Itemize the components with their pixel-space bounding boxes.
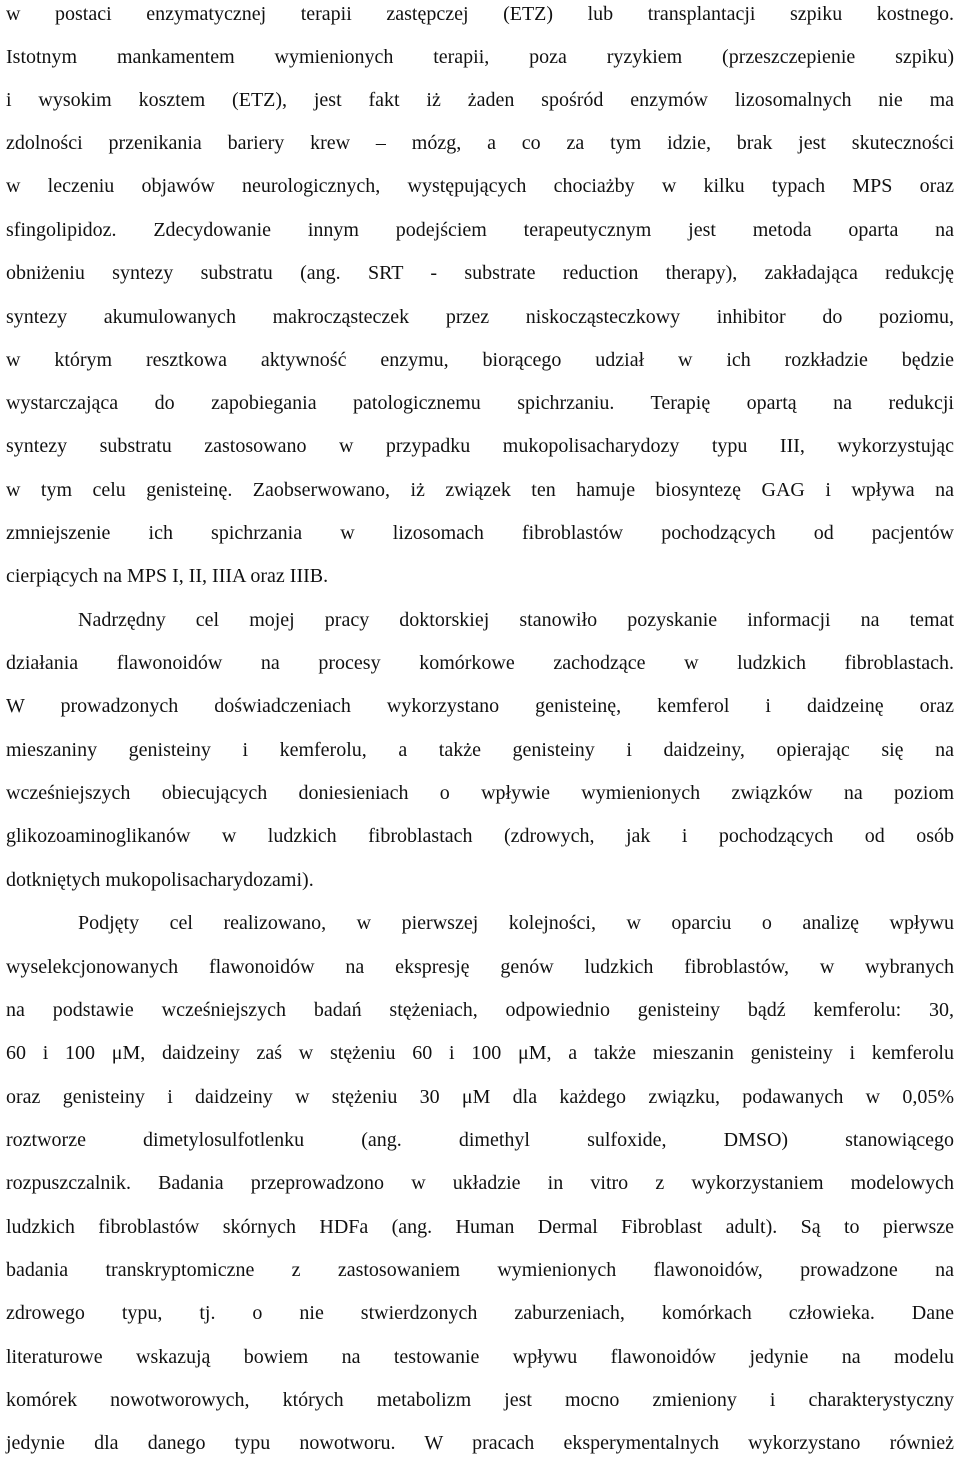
text-line: oraz genisteiny i daidzeiny w stężeniu 30 μM dla każdego związku, podawanych w 0,05% xyxy=(6,1086,954,1108)
text-line: komórek nowotworowych, których metabolizm jest mocno zmieniony i charakterystyczny xyxy=(6,1389,954,1411)
text-line: na podstawie wcześniejszych badań stężeniach, odpowiednio genisteiny bądź kemferolu: 30, xyxy=(6,999,954,1021)
text-line: 60 i 100 μM, daidzeiny zaś w stężeniu 60 i 100 μM, a także mieszanin genisteiny i kemferolu xyxy=(6,1042,954,1064)
text-line: rozpuszczalnik. Badania przeprowadzono w układzie in vitro z wykorzystaniem modelowych xyxy=(6,1172,954,1194)
text-line: Podjęty cel realizowano, w pierwszej kolejności, w oparciu o analizę wpływu xyxy=(78,912,954,934)
text-line: sfingolipidoz. Zdecydowanie innym podejściem terapeutycznym jest metoda oparta na xyxy=(6,219,954,241)
text-line: w postaci enzymatycznej terapii zastępczej (ETZ) lub transplantacji szpiku kostnego. xyxy=(6,3,954,25)
text-line: roztworze dimetylosulfotlenku (ang. dimethyl sulfoxide, DMSO) stanowiącego xyxy=(6,1129,954,1151)
text-line: w tym celu genisteinę. Zaobserwowano, iż związek ten hamuje biosyntezę GAG i wpływa na xyxy=(6,479,954,501)
text-line: obniżeniu syntezy substratu (ang. SRT - substrate reduction therapy), zakładająca redukcję xyxy=(6,262,954,284)
text-line: w którym resztkowa aktywność enzymu, biorącego udział w ich rozkładzie będzie xyxy=(6,349,954,371)
text-line: działania flawonoidów na procesy komórkowe zachodzące w ludzkich fibroblastach. xyxy=(6,652,954,674)
text-line: w leczeniu objawów neurologicznych, występujących chociażby w kilku typach MPS oraz xyxy=(6,175,954,197)
text-line: Nadrzędny cel mojej pracy doktorskiej stanowiło pozyskanie informacji na temat xyxy=(78,609,954,631)
text-line: dotkniętych mukopolisacharydozami). xyxy=(6,869,314,891)
text-line: wyselekcjonowanych flawonoidów na ekspresję genów ludzkich fibroblastów, w wybranych xyxy=(6,956,954,978)
text-line: i wysokim kosztem (ETZ), jest fakt iż żaden spośród enzymów lizosomalnych nie ma xyxy=(6,89,954,111)
text-line: wystarczająca do zapobiegania patologicznemu spichrzaniu. Terapię opartą na redukcji xyxy=(6,392,954,414)
text-line: badania transkryptomiczne z zastosowaniem wymienionych flawonoidów, prowadzone na xyxy=(6,1259,954,1281)
text-line: mieszaniny genisteiny i kemferolu, a także genisteiny i daidzeiny, opierając się na xyxy=(6,739,954,761)
text-line: wcześniejszych obiecujących doniesieniach o wpływie wymienionych związków na poziom xyxy=(6,782,954,804)
text-line: jedynie dla danego typu nowotworu. W pracach eksperymentalnych wykorzystano również xyxy=(6,1432,954,1454)
text-line: Istotnym mankamentem wymienionych terapii, poza ryzykiem (przeszczepienie szpiku) xyxy=(6,46,954,68)
text-line: zdolności przenikania bariery krew – mózg, a co za tym idzie, brak jest skuteczności xyxy=(6,132,954,154)
text-line: syntezy substratu zastosowano w przypadku mukopolisacharydozy typu III, wykorzystując xyxy=(6,435,954,457)
text-line: ludzkich fibroblastów skórnych HDFa (ang. Human Dermal Fibroblast adult). Są to pierwsze xyxy=(6,1216,954,1238)
text-line: W prowadzonych doświadczeniach wykorzystano genisteinę, kemferol i daidzeinę oraz xyxy=(6,695,954,717)
text-line: cierpiących na MPS I, II, IIIA oraz IIIB. xyxy=(6,565,329,587)
text-line: zdrowego typu, tj. o nie stwierdzonych zaburzeniach, komórkach człowieka. Dane xyxy=(6,1302,954,1324)
text-line: glikozoaminoglikanów w ludzkich fibroblastach (zdrowych, jak i pochodzących od osób xyxy=(6,825,954,847)
text-line: syntezy akumulowanych makrocząsteczek przez niskocząsteczkowy inhibitor do poziomu, xyxy=(6,306,954,328)
text-line: literaturowe wskazują bowiem na testowanie wpływu flawonoidów jedynie na modelu xyxy=(6,1346,954,1368)
text-line: zmniejszenie ich spichrzania w lizosomach fibroblastów pochodzących od pacjentów xyxy=(6,522,954,544)
